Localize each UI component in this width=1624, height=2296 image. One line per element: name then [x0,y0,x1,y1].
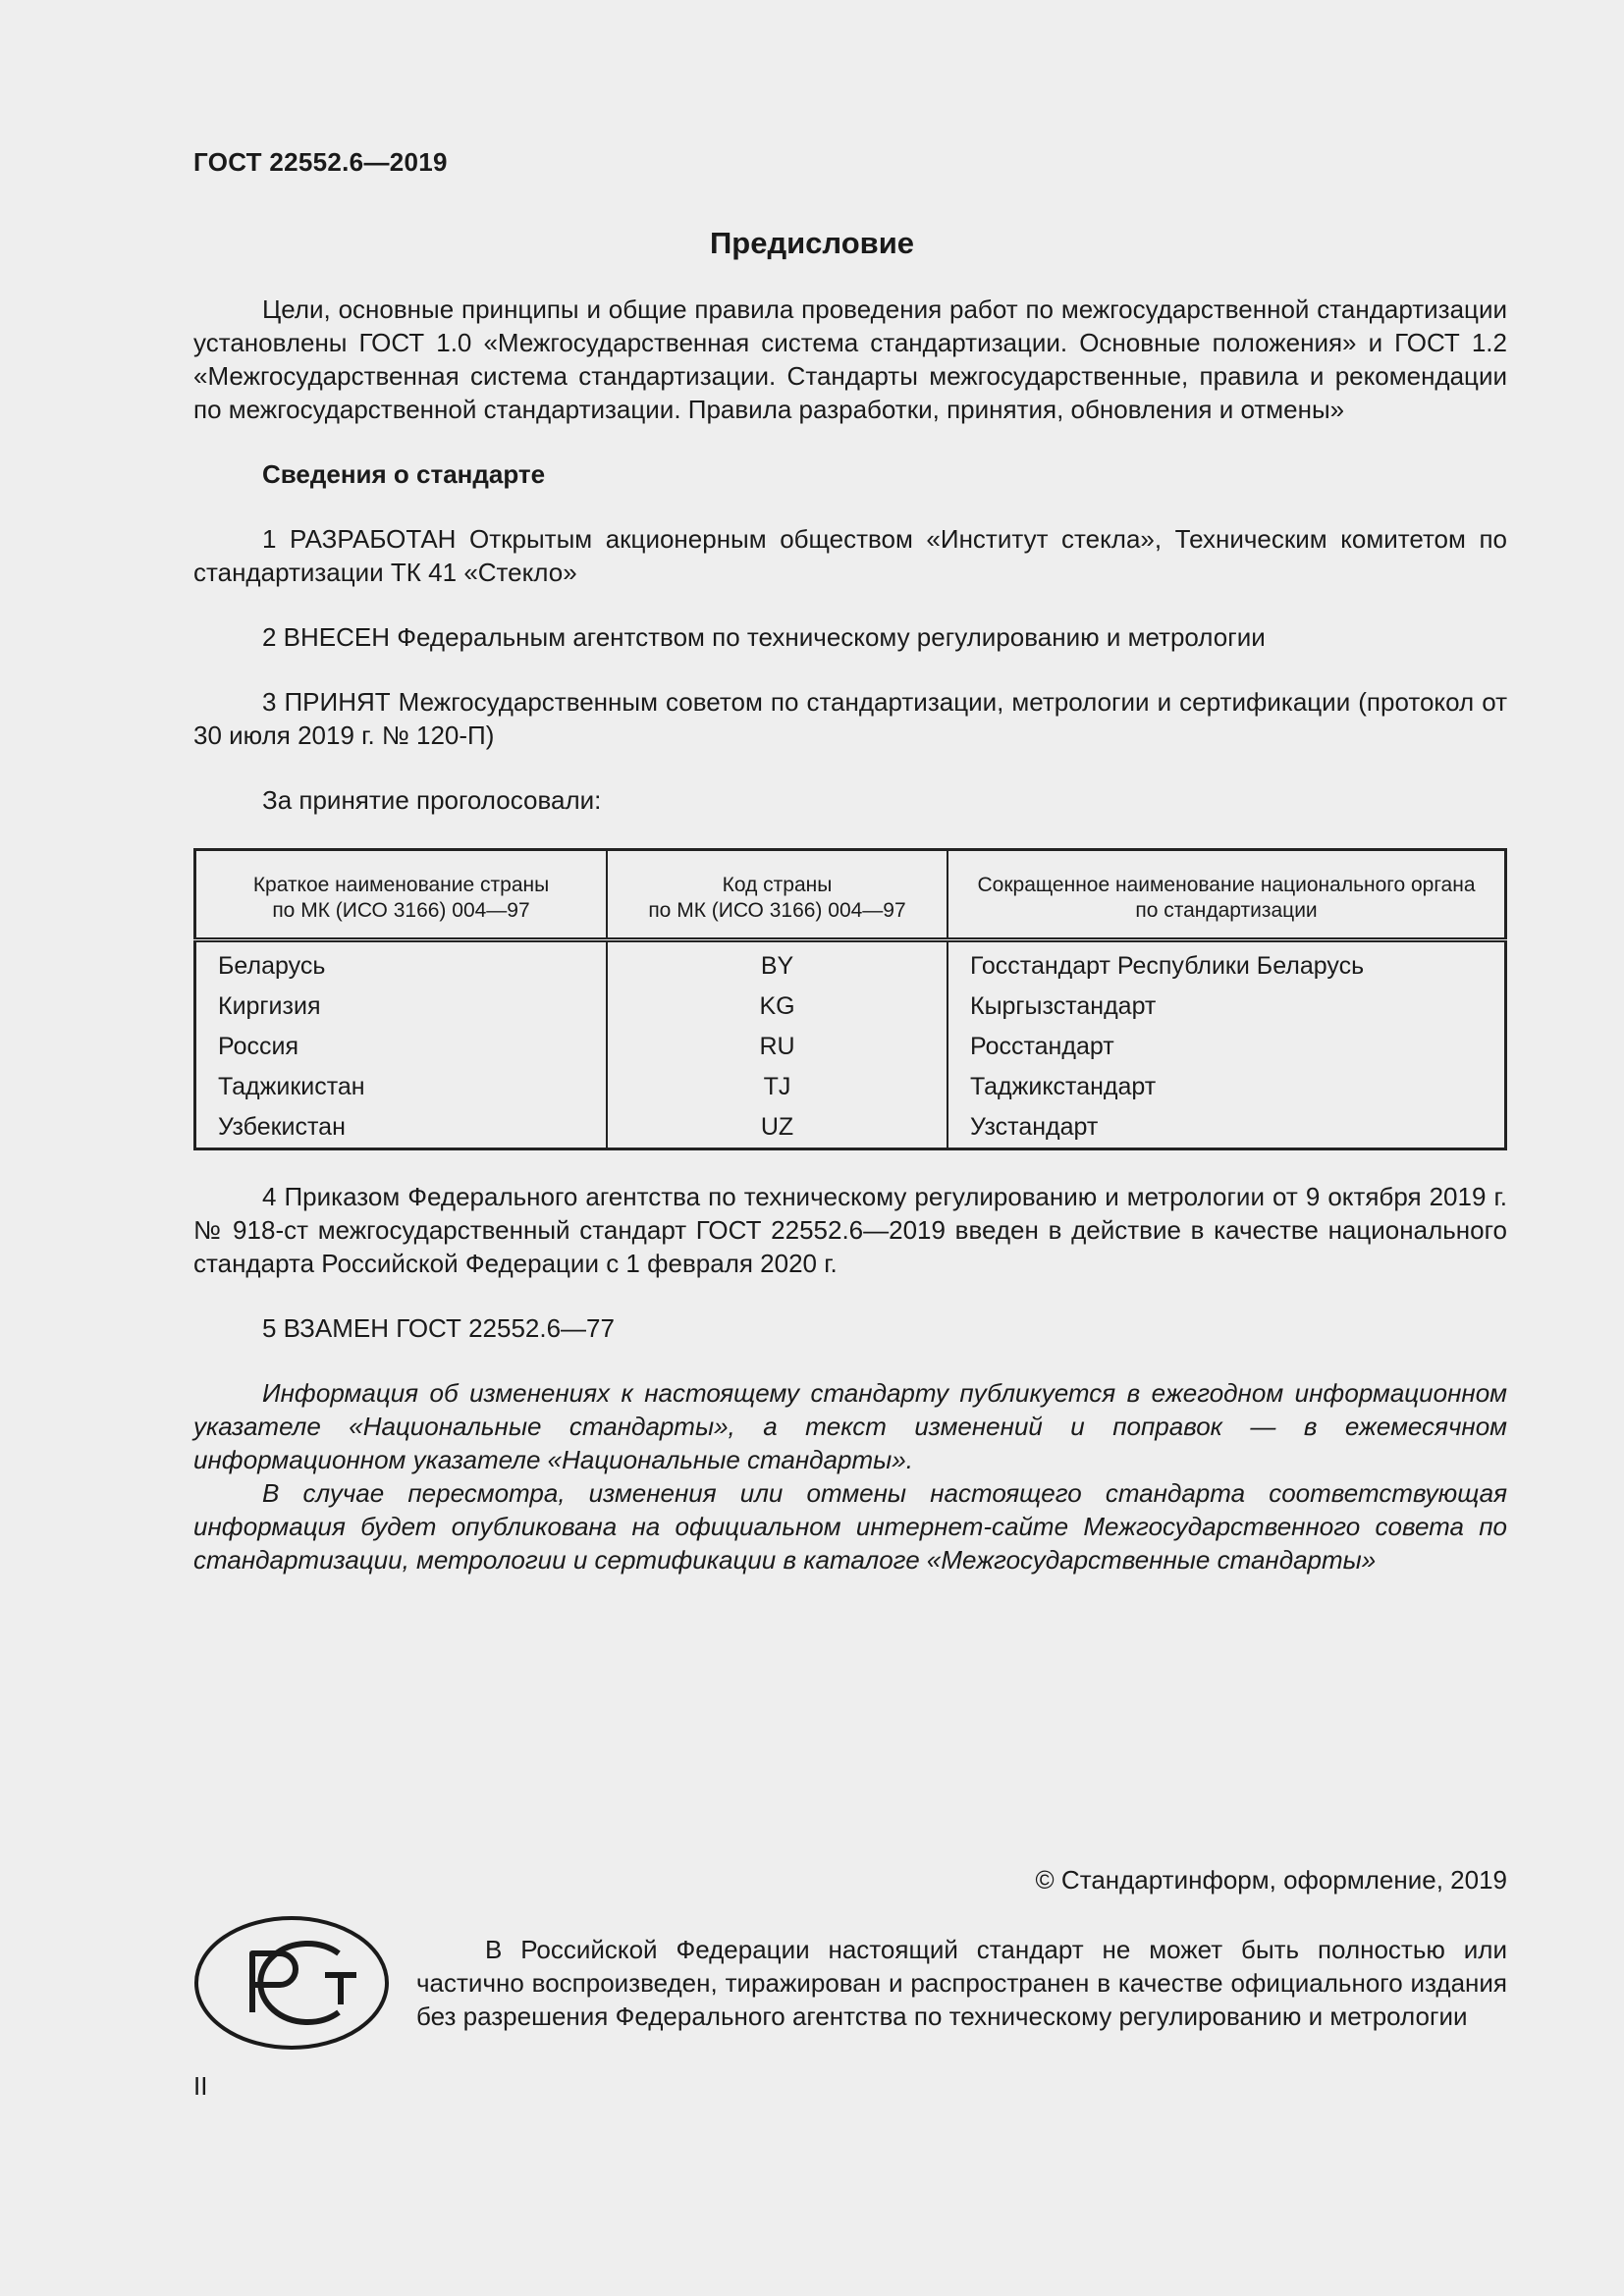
item-3-paragraph: 3 ПРИНЯТ Межгосударственным советом по стандартизации, метрологии и сертификации (протокол от 30 июля 2019 г. № 120-П) [193,687,1507,750]
header-country-code: Код страны по МК (ИСО 3166) 004—97 [607,850,947,940]
header-national-body: Сокращенное наименование национального органа по стандартизации [947,850,1506,940]
country-cell: Россия [195,1027,608,1067]
main-content [193,293,1507,1576]
item-2-paragraph: 2 ВНЕСЕН Федеральным агентством по техническому регулированию и метрологии [262,622,1266,652]
table-row [195,940,1506,988]
header-country-name: Краткое наименование страны по МК (ИСО 3166) 004—97 [195,850,608,940]
table-row [195,1107,1506,1149]
body-cell: Госстандарт Республики Беларусь [947,940,1506,988]
item-5-paragraph: 5 ВЗАМЕН ГОСТ 22552.6—77 [262,1313,615,1343]
table-row [195,987,1506,1027]
copyright-notice: © Стандартинформ, оформление, 2019 [1035,1865,1507,1895]
table-row [195,1027,1506,1067]
body-cell: Росстандарт [947,1027,1506,1067]
intro-paragraph: Цели, основные принципы и общие правила проведения работ по межгосударственной стандартизации установлены ГОСТ 1.0 «Межгосударственная система стандартизации. Основные положения» и ГОСТ 1.2 «Межгосударственная система стандартизации. Стандарты межгосударственные, правила и рекомендации по межгосударственной стандартизации. Правила разработки, принятия, обновления и отмены» [193,294,1507,424]
code-cell: UZ [607,1107,947,1149]
code-cell: BY [607,940,947,988]
country-cell: Таджикистан [195,1067,608,1107]
body-cell: Таджикстандарт [947,1067,1506,1107]
country-cell: Беларусь [195,940,608,988]
body-cell: Узстандарт [947,1107,1506,1149]
item-1-paragraph: 1 РАЗРАБОТАН Открытым акционерным обществом «Институт стекла», Техническим комитетом по стандартизации ТК 41 «Стекло» [193,524,1507,587]
table-row [195,1067,1506,1107]
code-cell: RU [607,1027,947,1067]
page-title: Предисловие [709,226,914,260]
body-cell: Кыргызстандарт [947,987,1506,1027]
section-subheading: Сведения о стандарте [262,459,546,489]
code-cell: KG [607,987,947,1027]
info-paragraph-1: Информация об изменениях к настоящему стандарту публикуется в ежегодном информационном указателе «Национальные стандарты», а текст изменений и поправок — в ежемесячном информационном указателе «Национальные стандарты». [193,1378,1507,1474]
voted-label: За принятие проголосовали: [262,785,602,815]
rst-certification-logo-icon [193,1914,390,2052]
code-cell: TJ [607,1067,947,1107]
country-cell: Узбекистан [195,1107,608,1149]
info-paragraph-2: В случае пересмотра, изменения или отмены настоящего стандарта соответствующая информация будет опубликована на официальном интернет-сайте Межгосударственного совета по стандартизации, метрологии и сертификации в каталоге «Межгосударственные стандарты» [193,1478,1507,1575]
table-header-row [195,850,1506,940]
reproduction-notice: В Российской Федерации настоящий стандарт не может быть полностью или частично воспроизведен, тиражирован и распространен в качестве официального издания без разрешения Федерального агентства по техническому регулированию и метрологии [416,1935,1507,2031]
page-number: II [193,2071,208,2101]
voting-countries-table [193,848,1507,1150]
item-4-paragraph: 4 Приказом Федерального агентства по техническому регулированию и метрологии от 9 октября 2019 г. № 918-ст межгосударственный стандарт ГОСТ 22552.6—2019 введен в действие в качестве национального стандарта Российской Федерации с 1 февраля 2020 г. [193,1182,1507,1278]
document-code-header: ГОСТ 22552.6—2019 [193,147,448,177]
country-cell: Киргизия [195,987,608,1027]
